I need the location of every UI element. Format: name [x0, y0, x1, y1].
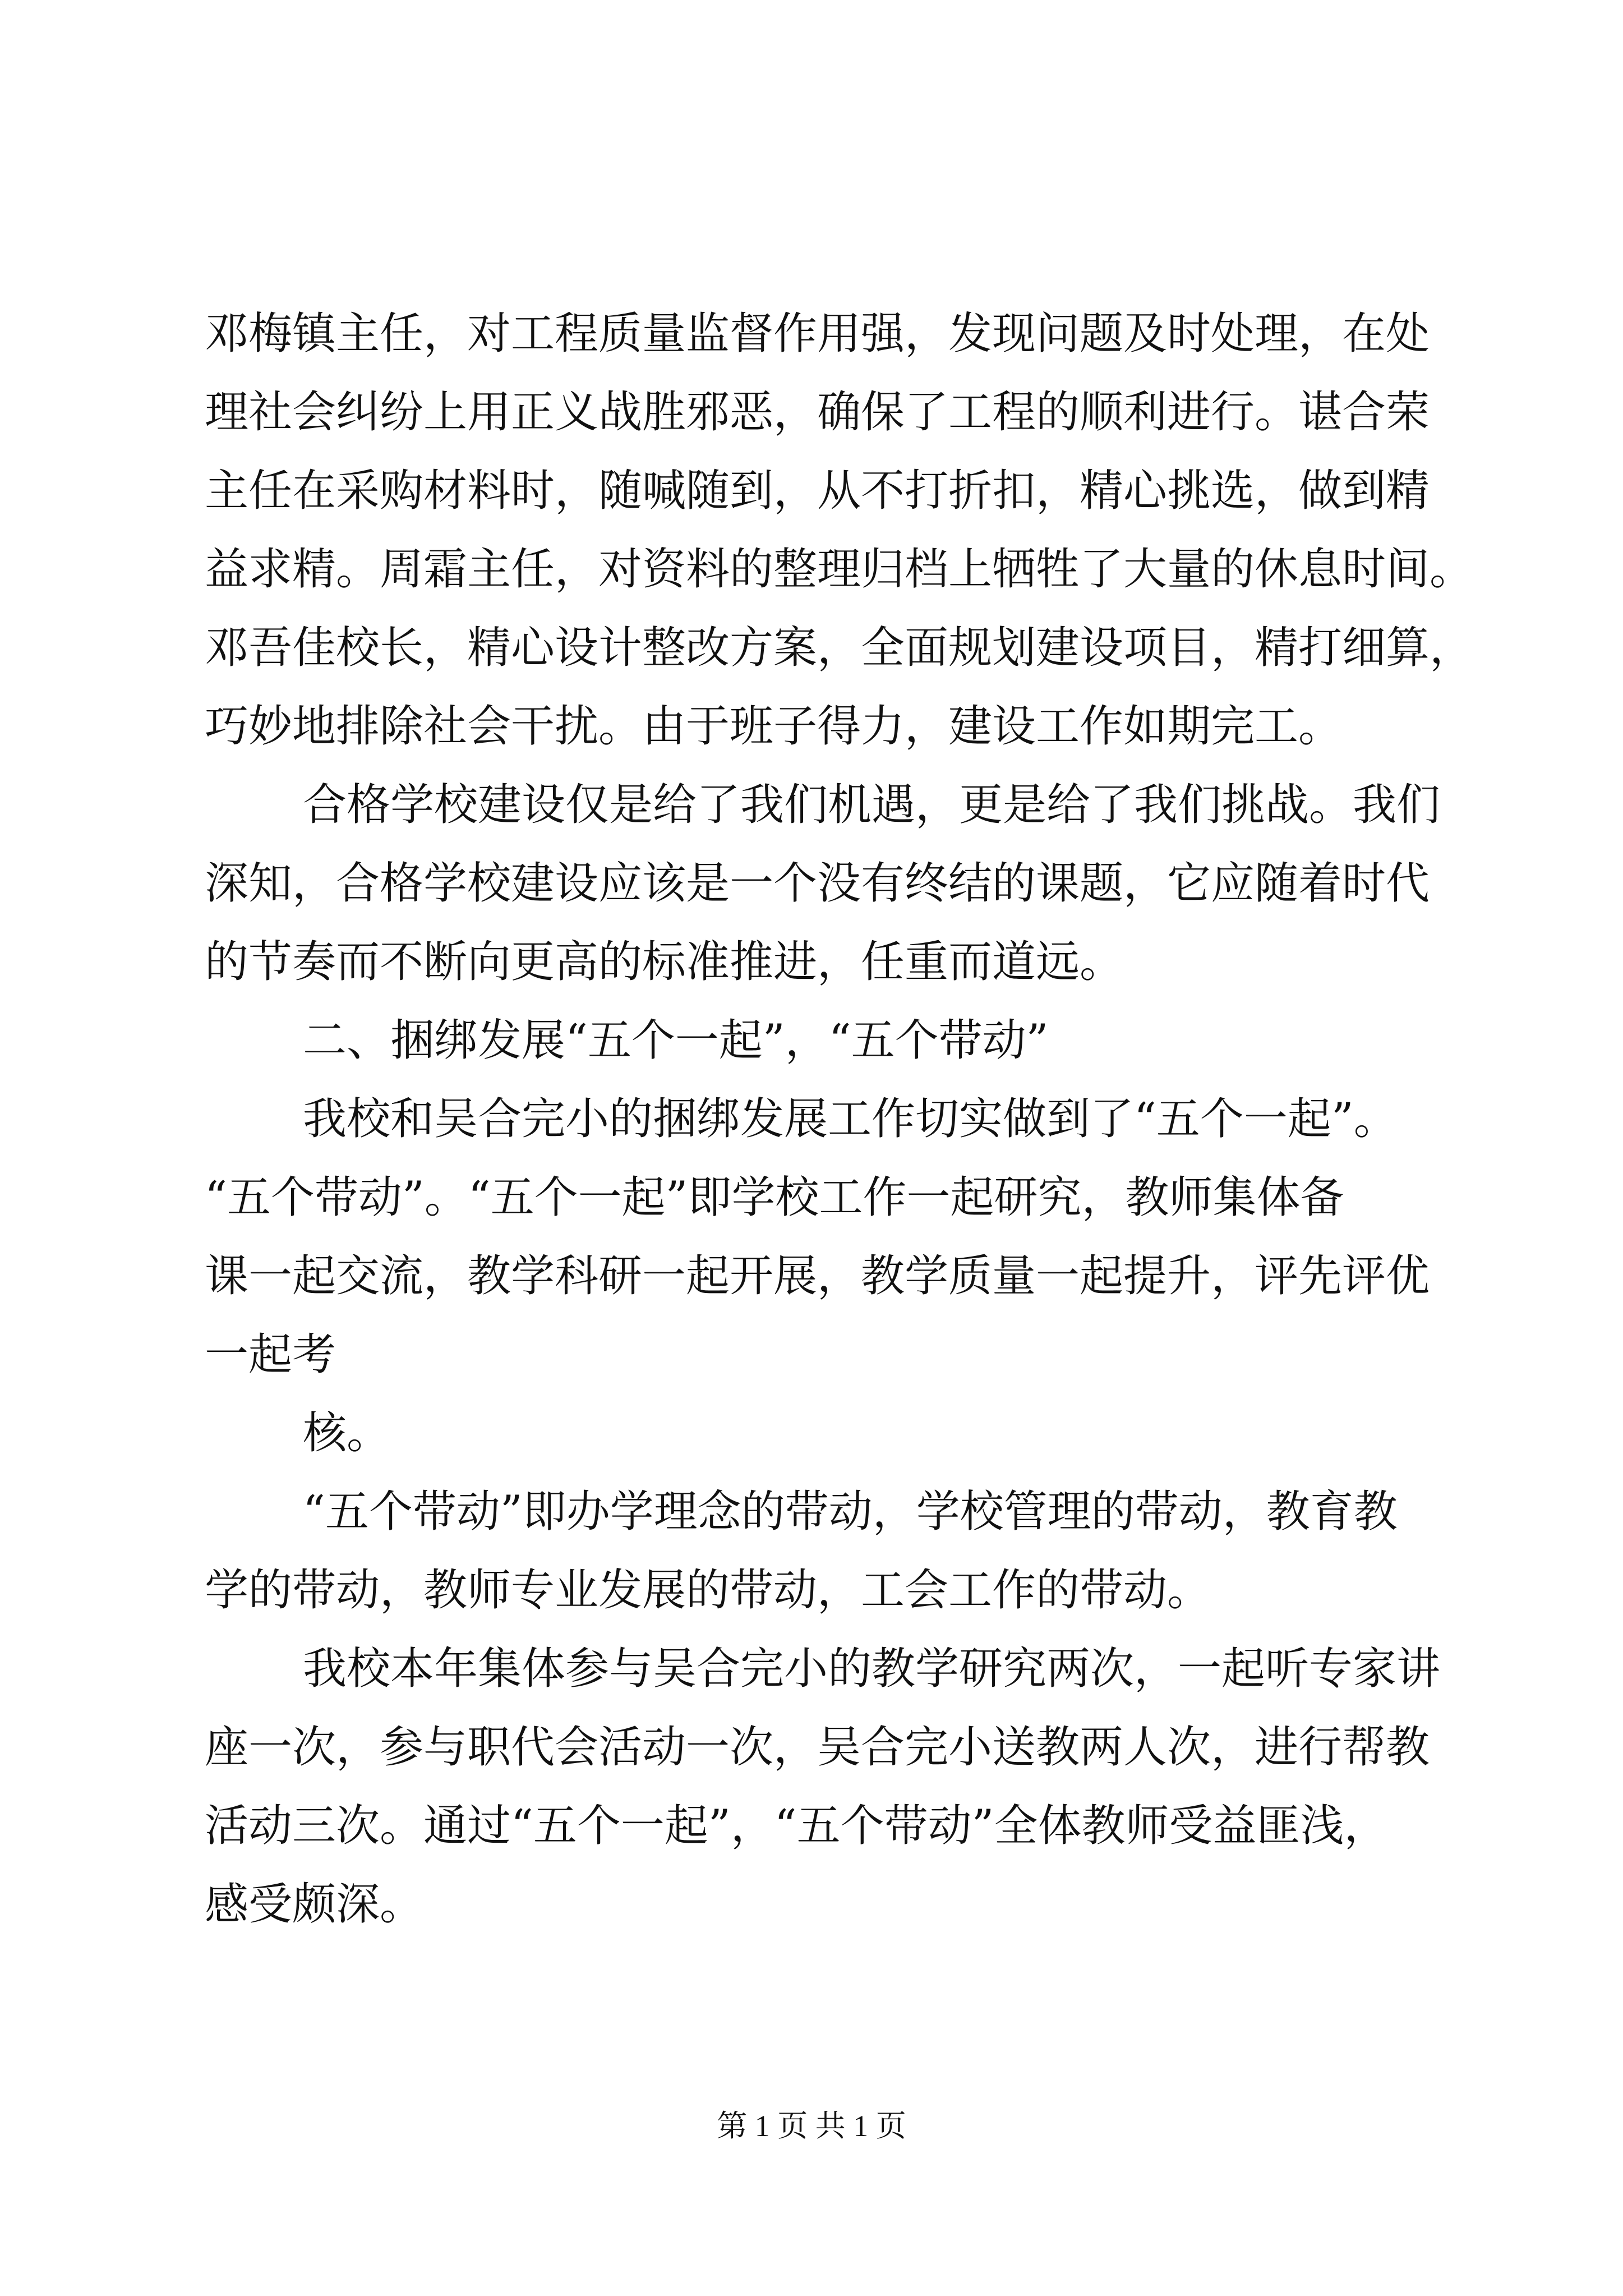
text-line: 活动三次。通过“五个一起”，“五个带动”全体教师受益匪浅，	[205, 1801, 1388, 1851]
section-heading: 二、捆绑发展“五个一起”，“五个带动”	[303, 1015, 1049, 1066]
paragraph-first-line: 我校本年集体参与吴合完小的教学研究两次，一起听专家讲	[303, 1644, 1441, 1694]
text-line: 核。	[303, 1408, 391, 1458]
text-line: 邓梅镇主任，对工程质量监督作用强，发现问题及时处理，在处	[205, 309, 1430, 359]
text-line: 主任在采购材料时，随喊随到，从不打折扣，精心挑选，做到精	[205, 466, 1430, 516]
text-line: 深知，合格学校建设应该是一个没有终结的课题，它应随着时代	[205, 858, 1430, 909]
paragraph-first-line: 合格学校建设仅是给了我们机遇，更是给了我们挑战。我们	[303, 780, 1441, 830]
text-line: 感受颇深。	[205, 1879, 424, 1930]
text-line: 理社会纠纷上用正义战胜邪恶，确保了工程的顺利进行。谌合荣	[205, 387, 1430, 438]
text-line: 巧妙地排除社会干扰。由于班子得力，建设工作如期完工。	[205, 701, 1343, 752]
text-line: “五个带动”。“五个一起”即学校工作一起研究，教师集体备	[205, 1172, 1344, 1223]
text-line: 课一起交流，教学科研一起开展，教学质量一起提升，评先评优	[205, 1251, 1430, 1301]
text-line: 座一次，参与职代会活动一次，吴合完小送教两人次，进行帮教	[205, 1722, 1430, 1773]
text-line: 邓吾佳校长，精心设计整改方案，全面规划建设项目，精打细算，	[205, 623, 1474, 673]
text-line: 的节奏而不断向更高的标准推进，任重而道远。	[205, 937, 1124, 987]
page-number-footer: 第 1 页 共 1 页	[717, 2109, 906, 2143]
text-line: 益求精。周霜主任，对资料的整理归档上牺牲了大量的休息时间。	[205, 544, 1474, 595]
paragraph-first-line: “五个带动”即办学理念的带动，学校管理的带动，教育教	[303, 1487, 1398, 1537]
text-line: 一起考	[205, 1329, 336, 1380]
text-line: 学的带动，教师专业发展的带动，工会工作的带动。	[205, 1565, 1211, 1616]
paragraph-first-line: 我校和吴合完小的捆绑发展工作切实做到了“五个一起”。	[303, 1094, 1398, 1144]
